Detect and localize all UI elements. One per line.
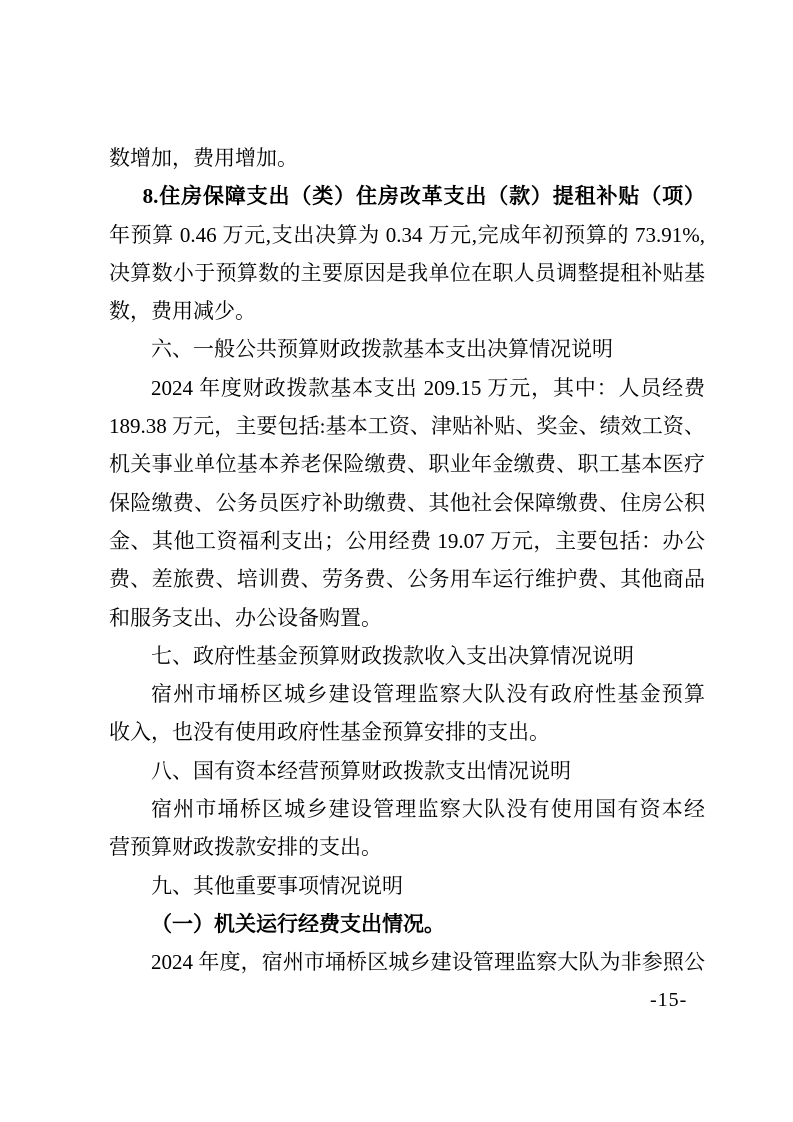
heading-line: 8.住房保障支出（类）住房改革支出（款）提租补贴（项） xyxy=(142,184,705,209)
text-line: 和服务支出、办公设备购置。 xyxy=(109,605,382,630)
section-heading-line: 六、一般公共预算财政拨款基本支出决算情况说明 xyxy=(151,337,613,362)
text-line: 年预算 0.46 万元,支出决算为 0.34 万元,完成年初预算的 73.91%, xyxy=(109,222,705,247)
text-line: 数，费用减少。 xyxy=(109,299,256,324)
text-line: 宿州市埇桥区城乡建设管理监察大队没有政府性基金预算 xyxy=(151,682,705,707)
text-line: 数增加，费用增加。 xyxy=(109,146,298,170)
text-line: 决算数小于预算数的主要原因是我单位在职人员调整提租补贴基 xyxy=(109,260,705,285)
section-heading-line: 九、其他重要事项情况说明 xyxy=(151,873,403,898)
text-line: 2024 年度财政拨款基本支出 209.15 万元，其中：人员经费 xyxy=(151,375,705,400)
subsection-heading-line: （一）机关运行经费支出情况。 xyxy=(151,911,445,936)
section-heading-line: 八、国有资本经营预算财政拨款支出情况说明 xyxy=(151,758,571,783)
text-line: 收入，也没有使用政府性基金预算安排的支出。 xyxy=(109,720,550,745)
text-line: 2024 年度，宿州市埇桥区城乡建设管理监察大队为非参照公 xyxy=(151,950,705,975)
text-line: 费、差旅费、培训费、劳务费、公务用车运行维护费、其他商品 xyxy=(109,567,705,592)
text-line: 保险缴费、公务员医疗补助缴费、其他社会保障缴费、住房公积 xyxy=(109,490,705,515)
text-line: 营预算财政拨款安排的支出。 xyxy=(109,835,382,860)
document-body xyxy=(109,139,705,982)
page-number: -15- xyxy=(650,989,688,1011)
text-line: 189.38 万元，主要包括:基本工资、津贴补贴、奖金、绩效工资、 xyxy=(109,414,705,439)
section-heading-line: 七、政府性基金预算财政拨款收入支出决算情况说明 xyxy=(151,643,634,668)
text-line: 金、其他工资福利支出；公用经费 19.07 万元，主要包括：办公 xyxy=(109,528,705,553)
text-line: 机关事业单位基本养老保险缴费、职业年金缴费、职工基本医疗 xyxy=(109,452,705,477)
text-line: 宿州市埇桥区城乡建设管理监察大队没有使用国有资本经 xyxy=(151,797,705,822)
